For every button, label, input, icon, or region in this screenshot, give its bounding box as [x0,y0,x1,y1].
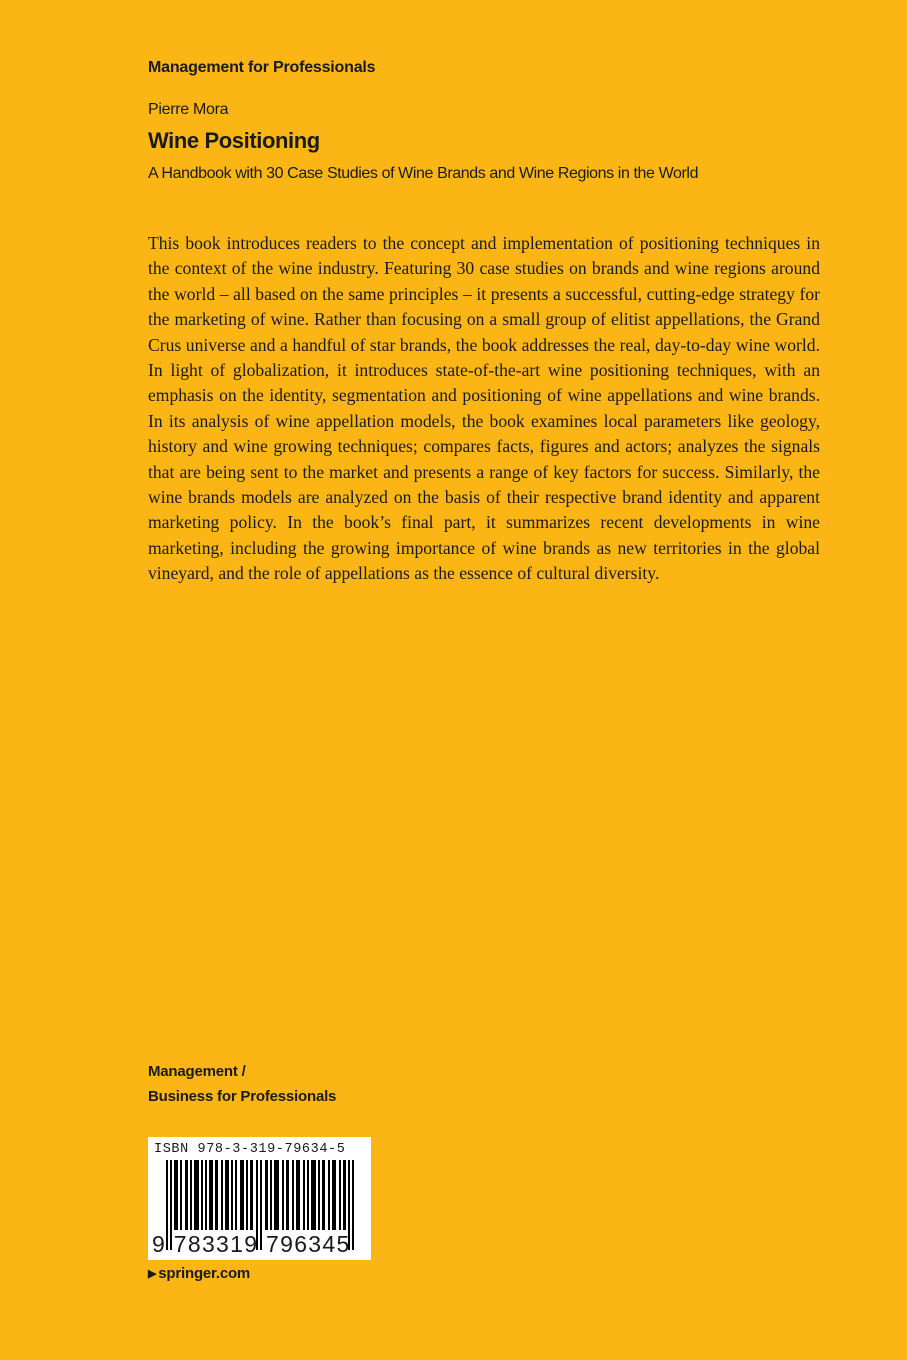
series-name: Management for Professionals [148,59,376,76]
isbn-number: ISBN 978-3-319-79634-5 [154,1142,346,1157]
book-title: Wine Positioning [148,128,320,153]
triangle-right-icon: ▶ [148,1268,157,1280]
category-line-1: Management / [148,1063,246,1080]
book-subtitle: A Handbook with 30 Case Studies of Wine Brands and Wine Regions in the World [148,165,699,182]
website-label: springer.com [158,1265,251,1282]
barcode [148,1137,371,1260]
author-name: Pierre Mora [148,101,229,118]
ean-number: 9 783319 796345 [152,1231,351,1257]
book-description: This book introduces readers to the concept and implementation of positioning techniques in the context of the wine industry. Featuring 30 case studies on brands and wine regions around the world – all based on the same principles – it presents a successful, cutting-edge strategy for the marketing of wine. Rather than focusing on a small group of elitist appellations, the Grand Crus universe and a handful of star brands, the book addresses the real, day-to-day wine world. In light of globalization, it introduces state-of-the-art wine positioning techniques, with an emphasis on the identity, segmentation and positioning of wine appellations and wine brands. In its analysis of wine appellation models, the book examines local parameters like geology, history and wine growing techniques; compares facts, figures and actors; analyzes the signals that are being sent to the market and presents a range of key factors for success. Similarly, the wine brands models are analyzed on the basis of their respective brand identity and apparent marketing policy. In the book’s final part, it summarizes recent developments in wine marketing, including the growing importance of wine brands as new territories in the global vineyard, and the role of appellations as the essence of cultural diversity. [148,233,820,584]
category-label [148,1059,336,1109]
publisher-website[interactable] [148,1265,250,1282]
category-line-2: Business for Professionals [148,1088,337,1105]
